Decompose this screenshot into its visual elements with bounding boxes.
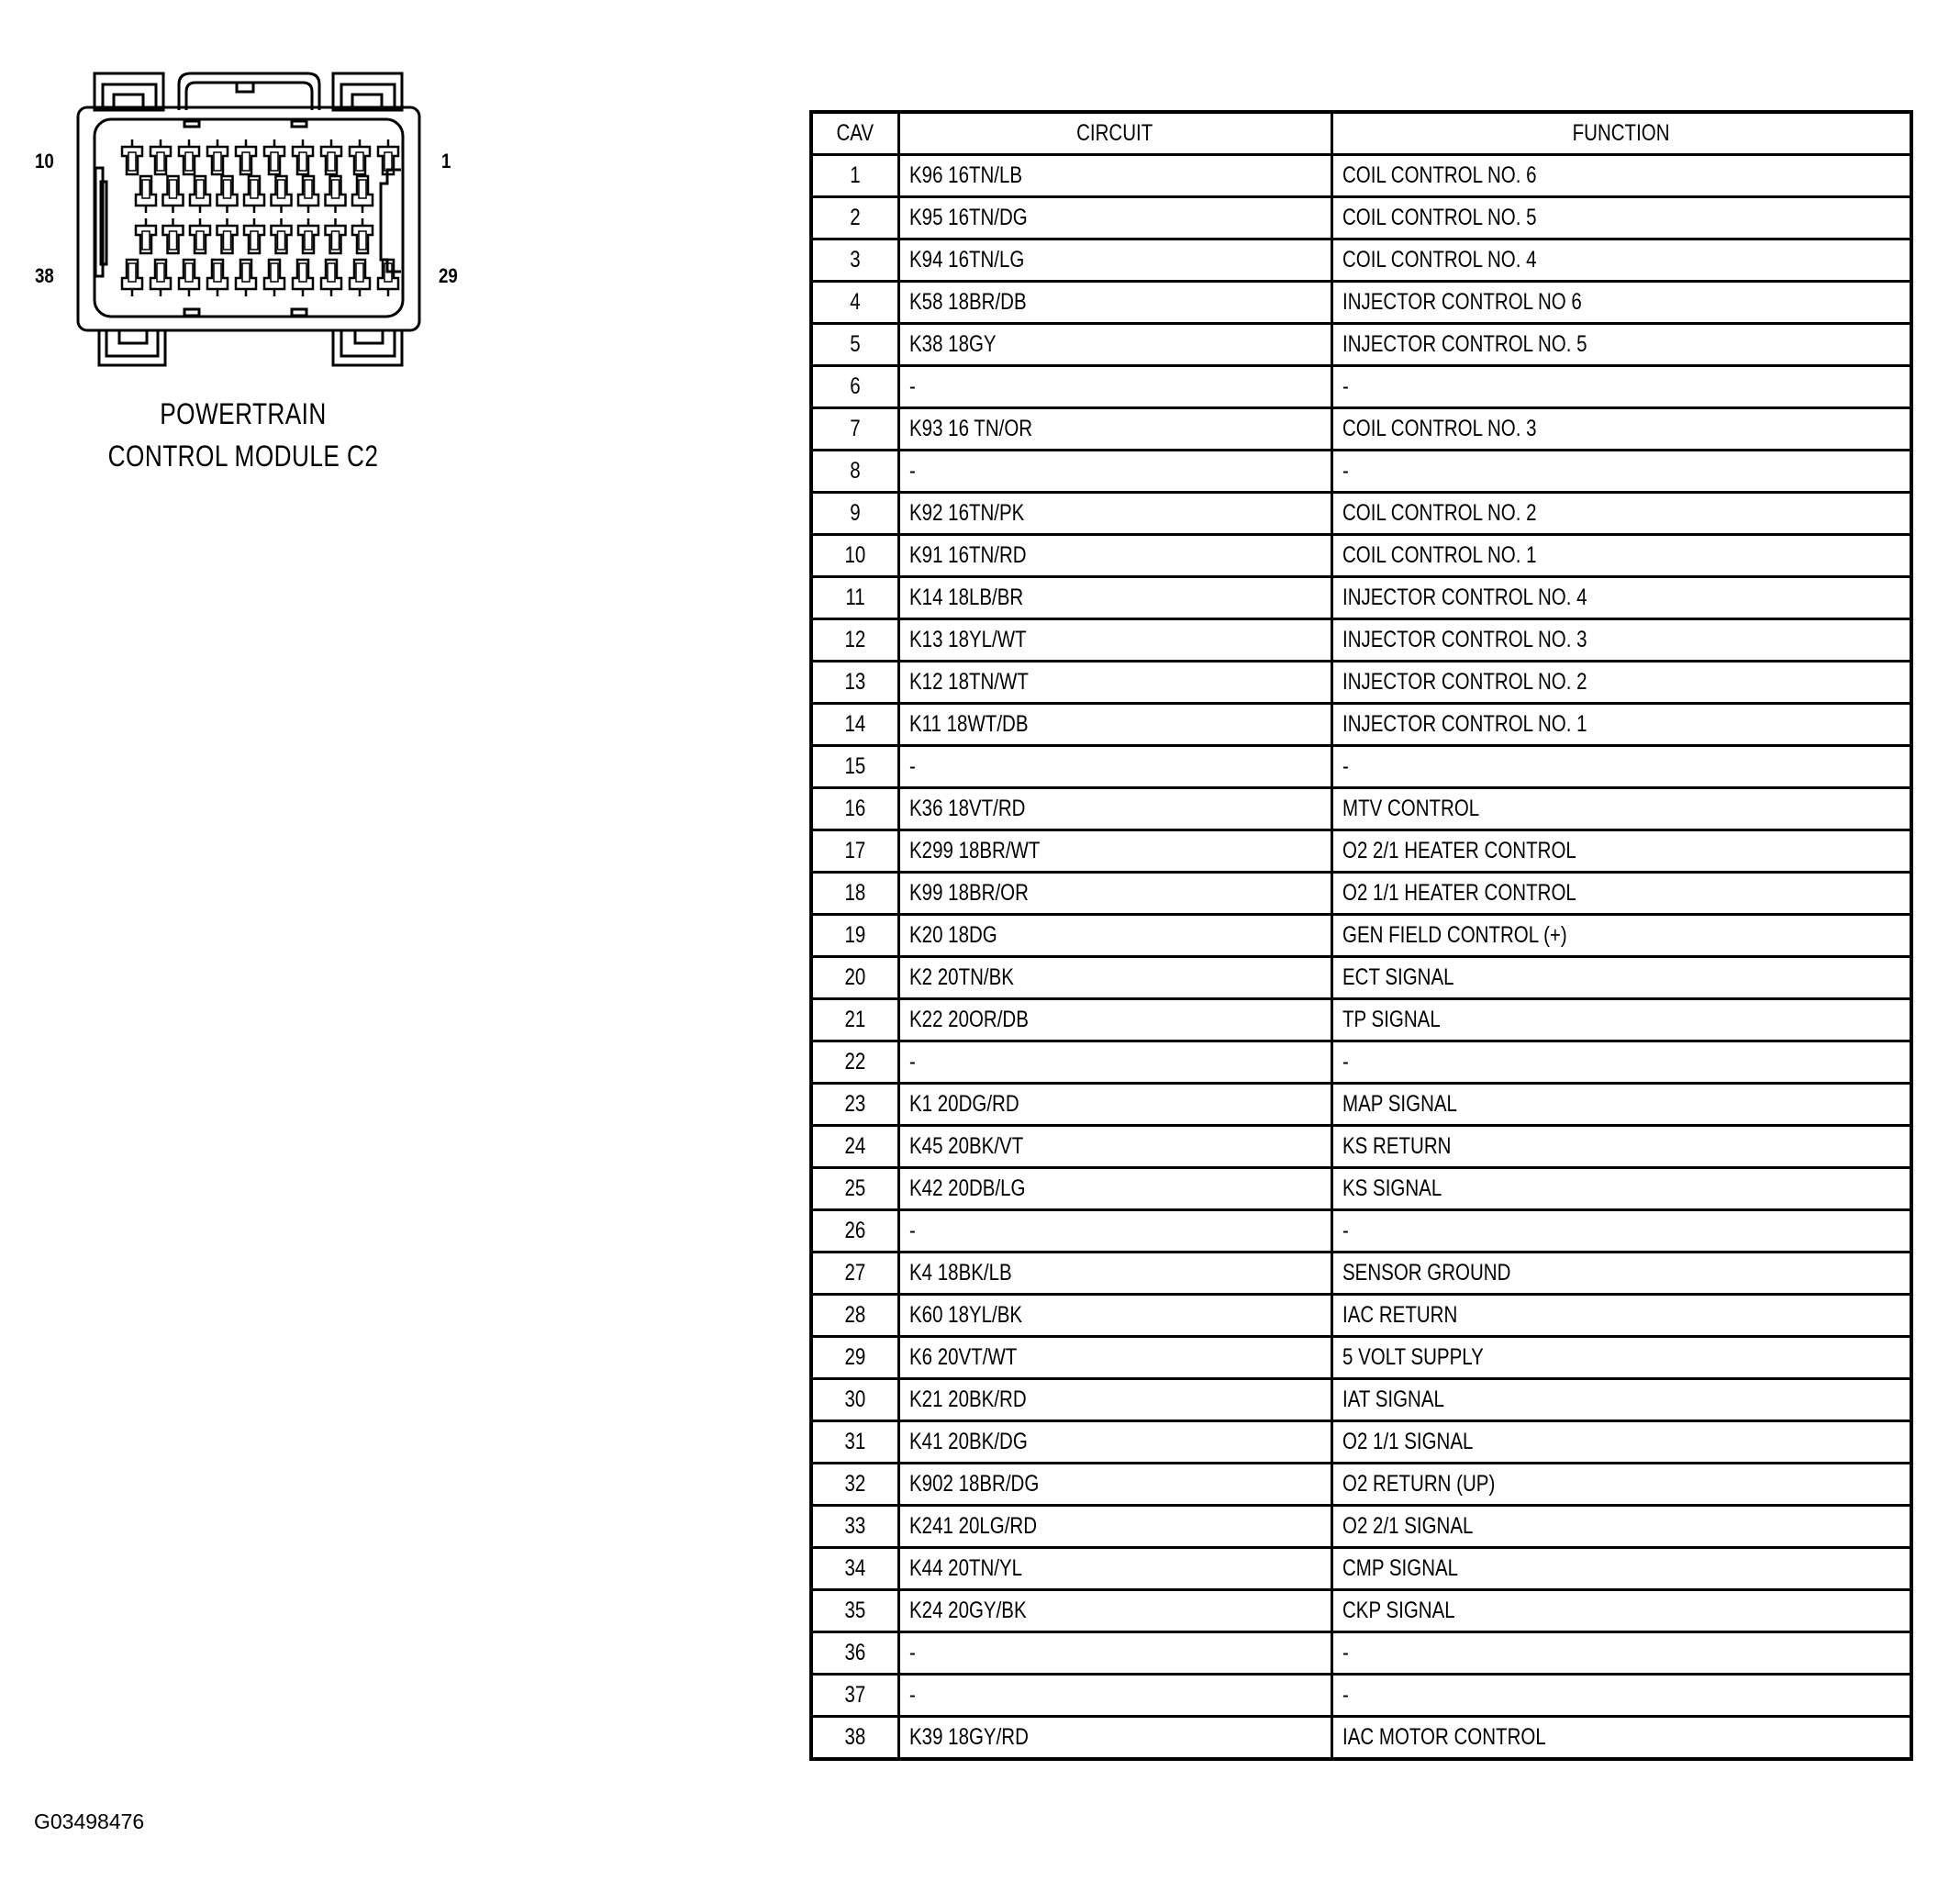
terminal-pin-icon (207, 139, 228, 174)
circuit-cell: K6 20VT/WT (898, 1337, 1331, 1379)
table-row (811, 1379, 1911, 1421)
table-row (811, 662, 1911, 704)
circuit-cell: - (898, 1041, 1331, 1084)
function-cell: COIL CONTROL NO. 3 (1331, 408, 1911, 451)
function-cell: IAC RETURN (1331, 1295, 1911, 1337)
table-row (811, 788, 1911, 830)
table-header-row (811, 112, 1911, 155)
function-cell: 5 VOLT SUPPLY (1331, 1337, 1911, 1379)
cav-cell: 19 (811, 915, 898, 957)
circuit-cell: K91 16TN/RD (898, 535, 1331, 577)
terminal-pin-icon (207, 260, 228, 296)
cav-cell: 25 (811, 1168, 898, 1210)
cav-cell: 38 (811, 1717, 898, 1760)
table-row (811, 704, 1911, 746)
circuit-cell: K13 18YL/WT (898, 619, 1331, 662)
function-cell: CMP SIGNAL (1331, 1548, 1911, 1590)
terminal-pin-icon (122, 260, 142, 296)
cav-cell: 6 (811, 366, 898, 408)
cav-cell: 21 (811, 999, 898, 1041)
cav-cell: 35 (811, 1590, 898, 1632)
terminal-pin-icon (217, 218, 238, 253)
pinout-table-body (811, 155, 1911, 1760)
terminal-pin-icon (264, 260, 284, 296)
function-cell: KS SIGNAL (1331, 1168, 1911, 1210)
pin-label-38: 38 (35, 264, 54, 287)
circuit-cell: K241 20LG/RD (898, 1506, 1331, 1548)
function-cell: INJECTOR CONTROL NO. 1 (1331, 704, 1911, 746)
cav-cell: 11 (811, 577, 898, 619)
function-cell: GEN FIELD CONTROL (+) (1331, 915, 1911, 957)
cav-cell: 33 (811, 1506, 898, 1548)
table-row (811, 1210, 1911, 1253)
terminal-pin-icon (163, 176, 184, 213)
cav-cell: 28 (811, 1295, 898, 1337)
cav-cell: 20 (811, 957, 898, 999)
cav-cell: 7 (811, 408, 898, 451)
circuit-cell: K11 18WT/DB (898, 704, 1331, 746)
terminal-pin-icon (150, 260, 171, 296)
terminal-pin-icon (122, 139, 142, 174)
circuit-cell: - (898, 1675, 1331, 1717)
figure-id: G03498476 (34, 1809, 145, 1833)
circuit-cell: K14 18LB/BR (898, 577, 1331, 619)
pin-label-10: 10 (35, 150, 54, 173)
terminal-pin-icon (179, 139, 199, 174)
cav-cell: 24 (811, 1126, 898, 1168)
cav-cell: 14 (811, 704, 898, 746)
circuit-cell: K20 18DG (898, 915, 1331, 957)
table-row (811, 1126, 1911, 1168)
table-row (811, 282, 1911, 324)
cav-cell: 15 (811, 746, 898, 788)
function-cell: IAC MOTOR CONTROL (1331, 1717, 1911, 1760)
connector-title-line1: POWERTRAIN (160, 397, 327, 430)
function-cell: O2 RETURN (UP) (1331, 1464, 1911, 1506)
function-cell: O2 2/1 SIGNAL (1331, 1506, 1911, 1548)
cav-cell: 13 (811, 662, 898, 704)
function-cell: - (1331, 451, 1911, 493)
circuit-cell: K12 18TN/WT (898, 662, 1331, 704)
connector-diagram (0, 0, 477, 473)
circuit-cell: K45 20BK/VT (898, 1126, 1331, 1168)
table-row (811, 746, 1911, 788)
table-row (811, 1168, 1911, 1210)
connector-title-line2: CONTROL MODULE C2 (107, 440, 379, 473)
table-row (811, 1632, 1911, 1675)
table-row (811, 957, 1911, 999)
table-row (811, 1717, 1911, 1760)
table-row (811, 915, 1911, 957)
pin-label-1: 1 (441, 150, 451, 173)
circuit-cell: K36 18VT/RD (898, 788, 1331, 830)
cav-cell: 36 (811, 1632, 898, 1675)
table-row (811, 830, 1911, 873)
table-row (811, 366, 1911, 408)
terminal-pin-icon (163, 218, 184, 253)
circuit-cell: K93 16 TN/OR (898, 408, 1331, 451)
function-cell: INJECTOR CONTROL NO. 4 (1331, 577, 1911, 619)
cav-cell: 23 (811, 1084, 898, 1126)
terminal-pin-icon (236, 260, 256, 296)
function-cell: SENSOR GROUND (1331, 1253, 1911, 1295)
terminal-pin-icon (236, 139, 256, 174)
cav-cell: 26 (811, 1210, 898, 1253)
circuit-cell: K22 20OR/DB (898, 999, 1331, 1041)
circuit-cell: K94 16TN/LG (898, 239, 1331, 282)
cav-cell: 34 (811, 1548, 898, 1590)
cav-cell: 10 (811, 535, 898, 577)
function-cell: COIL CONTROL NO. 6 (1331, 155, 1911, 197)
function-cell: - (1331, 1632, 1911, 1675)
cav-cell: 2 (811, 197, 898, 239)
function-cell: - (1331, 1210, 1911, 1253)
function-cell: INJECTOR CONTROL NO 6 (1331, 282, 1911, 324)
pin-label-29: 29 (439, 264, 458, 287)
terminal-pin-icon (321, 139, 341, 174)
table-row (811, 1295, 1911, 1337)
terminal-pin-icon (190, 218, 210, 253)
terminal-pin-icon (352, 176, 373, 213)
cav-cell: 37 (811, 1675, 898, 1717)
table-row (811, 873, 1911, 915)
terminal-pin-icon (190, 176, 210, 213)
function-cell: TP SIGNAL (1331, 999, 1911, 1041)
column-header-function: FUNCTION (1331, 112, 1911, 155)
table-row (811, 1590, 1911, 1632)
cav-cell: 22 (811, 1041, 898, 1084)
table-row (811, 493, 1911, 535)
terminal-pin-icon (264, 139, 284, 174)
terminal-pin-icon (298, 176, 318, 213)
terminal-pin-icon (298, 218, 318, 253)
circuit-cell: - (898, 1632, 1331, 1675)
cav-cell: 27 (811, 1253, 898, 1295)
terminal-pin-icon (326, 176, 346, 213)
cav-cell: 9 (811, 493, 898, 535)
function-cell: KS RETURN (1331, 1126, 1911, 1168)
cav-cell: 18 (811, 873, 898, 915)
circuit-cell: K99 18BR/OR (898, 873, 1331, 915)
circuit-cell: K92 16TN/PK (898, 493, 1331, 535)
circuit-cell: K38 18GY (898, 324, 1331, 366)
circuit-cell: K44 20TN/YL (898, 1548, 1331, 1590)
terminal-pin-icon (293, 139, 313, 174)
function-cell: INJECTOR CONTROL NO. 3 (1331, 619, 1911, 662)
table-row (811, 1675, 1911, 1717)
function-cell: COIL CONTROL NO. 2 (1331, 493, 1911, 535)
circuit-cell: K4 18BK/LB (898, 1253, 1331, 1295)
function-cell: - (1331, 1675, 1911, 1717)
table-row (811, 1548, 1911, 1590)
function-cell: COIL CONTROL NO. 1 (1331, 535, 1911, 577)
cav-cell: 29 (811, 1337, 898, 1379)
circuit-cell: - (898, 451, 1331, 493)
circuit-cell: - (898, 1210, 1331, 1253)
table-row (811, 1041, 1911, 1084)
cav-cell: 12 (811, 619, 898, 662)
table-row (811, 239, 1911, 282)
table-row (811, 535, 1911, 577)
column-header-cav: CAV (811, 112, 898, 155)
cav-cell: 1 (811, 155, 898, 197)
cav-cell: 5 (811, 324, 898, 366)
function-cell: - (1331, 366, 1911, 408)
cav-cell: 3 (811, 239, 898, 282)
function-cell: MTV CONTROL (1331, 788, 1911, 830)
terminal-pin-icon (136, 176, 156, 213)
terminal-pin-icon (136, 218, 156, 253)
cav-cell: 16 (811, 788, 898, 830)
terminal-pin-icon (244, 176, 264, 213)
terminal-pin-icon (150, 139, 171, 174)
circuit-cell: K1 20DG/RD (898, 1084, 1331, 1126)
function-cell: O2 2/1 HEATER CONTROL (1331, 830, 1911, 873)
circuit-cell: K24 20GY/BK (898, 1590, 1331, 1632)
function-cell: ECT SIGNAL (1331, 957, 1911, 999)
table-row (811, 999, 1911, 1041)
function-cell: COIL CONTROL NO. 4 (1331, 239, 1911, 282)
table-row (811, 577, 1911, 619)
table-row (811, 324, 1911, 366)
function-cell: IAT SIGNAL (1331, 1379, 1911, 1421)
terminal-pin-icon (350, 260, 370, 296)
table-row (811, 451, 1911, 493)
function-cell: COIL CONTROL NO. 5 (1331, 197, 1911, 239)
terminal-pin-icon (293, 260, 313, 296)
table-row (811, 1337, 1911, 1379)
function-cell: INJECTOR CONTROL NO. 2 (1331, 662, 1911, 704)
table-row (811, 408, 1911, 451)
table-row (811, 1464, 1911, 1506)
circuit-cell: K39 18GY/RD (898, 1717, 1331, 1760)
table-row (811, 197, 1911, 239)
terminal-pin-icon (326, 218, 346, 253)
table-row (811, 1084, 1911, 1126)
circuit-cell: K902 18BR/DG (898, 1464, 1331, 1506)
cav-cell: 30 (811, 1379, 898, 1421)
function-cell: O2 1/1 HEATER CONTROL (1331, 873, 1911, 915)
pinout-table (809, 110, 1913, 1761)
circuit-cell: K96 16TN/LB (898, 155, 1331, 197)
circuit-cell: K41 20BK/DG (898, 1421, 1331, 1464)
table-row (811, 1421, 1911, 1464)
function-cell: CKP SIGNAL (1331, 1590, 1911, 1632)
circuit-cell: K95 16TN/DG (898, 197, 1331, 239)
cav-cell: 4 (811, 282, 898, 324)
function-cell: INJECTOR CONTROL NO. 5 (1331, 324, 1911, 366)
table-row (811, 1506, 1911, 1548)
terminal-pin-icon (350, 139, 370, 174)
terminal-pin-icon (272, 218, 292, 253)
circuit-cell: K60 18YL/BK (898, 1295, 1331, 1337)
table-row (811, 155, 1911, 197)
function-cell: - (1331, 1041, 1911, 1084)
cav-cell: 17 (811, 830, 898, 873)
function-cell: - (1331, 746, 1911, 788)
circuit-cell: K299 18BR/WT (898, 830, 1331, 873)
circuit-cell: K58 18BR/DB (898, 282, 1331, 324)
terminal-pin-icon (179, 260, 199, 296)
function-cell: MAP SIGNAL (1331, 1084, 1911, 1126)
cav-cell: 8 (811, 451, 898, 493)
cav-cell: 32 (811, 1464, 898, 1506)
terminal-pin-icon (217, 176, 238, 213)
circuit-cell: K21 20BK/RD (898, 1379, 1331, 1421)
circuit-cell: K42 20DB/LG (898, 1168, 1331, 1210)
terminal-pin-icon (244, 218, 264, 253)
terminal-pin-icon (352, 218, 373, 253)
circuit-cell: - (898, 366, 1331, 408)
circuit-cell: - (898, 746, 1331, 788)
table-row (811, 619, 1911, 662)
function-cell: O2 1/1 SIGNAL (1331, 1421, 1911, 1464)
connector-face-icon (0, 0, 477, 385)
terminal-pin-icon (321, 260, 341, 296)
terminal-pin-icon (272, 176, 292, 213)
cav-cell: 31 (811, 1421, 898, 1464)
circuit-cell: K2 20TN/BK (898, 957, 1331, 999)
column-header-circuit: CIRCUIT (898, 112, 1331, 155)
table-row (811, 1253, 1911, 1295)
